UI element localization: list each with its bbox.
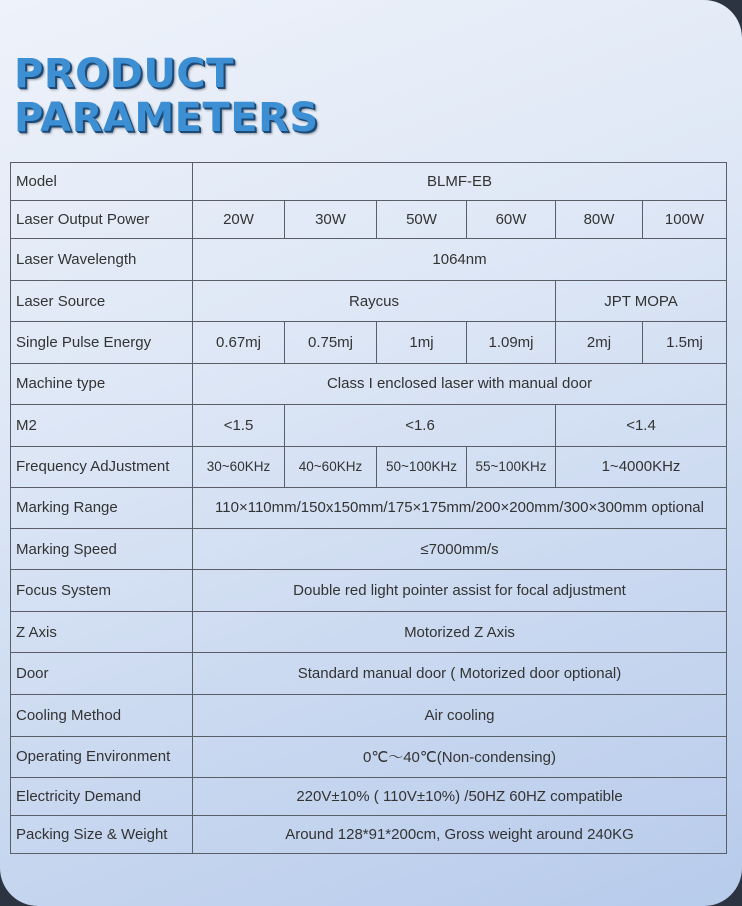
- cell-value: 1~4000KHz: [556, 446, 727, 487]
- row-door: [11, 653, 727, 695]
- cell-value: 0.67mj: [193, 322, 285, 363]
- row-label: Machine type: [11, 363, 193, 404]
- cell-value: 30~60KHz: [193, 446, 285, 487]
- row-label: Electricity Demand: [11, 777, 193, 815]
- cell-value: 1.09mj: [467, 322, 556, 363]
- cell-value: Around 128*91*200cm, Gross weight around 240KG: [193, 815, 727, 853]
- cell-value: 1.5mj: [643, 322, 727, 363]
- cell-value: 2mj: [556, 322, 643, 363]
- title-line-1: PRODUCT: [14, 51, 234, 97]
- row-label: Focus System: [11, 570, 193, 612]
- cell-value: BLMF-EB: [193, 163, 727, 201]
- cell-value: 1mj: [377, 322, 467, 363]
- cell-value: 50W: [377, 201, 467, 239]
- page-title: [14, 52, 319, 140]
- cell-value: Raycus: [193, 281, 556, 322]
- cell-value: 100W: [643, 201, 727, 239]
- cell-value: 30W: [285, 201, 377, 239]
- row-label: Marking Range: [11, 487, 193, 528]
- row-model: [11, 163, 727, 201]
- row-z-axis: [11, 612, 727, 653]
- row-label: Frequency AdJustment: [11, 446, 193, 487]
- row-label: Laser Wavelength: [11, 239, 193, 281]
- cell-value: <1.6: [285, 404, 556, 446]
- row-label: Laser Source: [11, 281, 193, 322]
- cell-value: 40~60KHz: [285, 446, 377, 487]
- row-label: Packing Size & Weight: [11, 815, 193, 853]
- cell-value: Double red light pointer assist for focal adjustment: [193, 570, 727, 612]
- row-wavelength: [11, 239, 727, 281]
- cell-value: Motorized Z Axis: [193, 612, 727, 653]
- cell-value: <1.4: [556, 404, 727, 446]
- spec-table: [10, 162, 727, 854]
- cell-value: 0℃〜40℃(Non-condensing): [193, 736, 727, 777]
- row-label: Single Pulse Energy: [11, 322, 193, 363]
- row-label: Model: [11, 163, 193, 201]
- row-label: Laser Output Power: [11, 201, 193, 239]
- cell-value: 20W: [193, 201, 285, 239]
- row-label: Door: [11, 653, 193, 695]
- cell-value: 60W: [467, 201, 556, 239]
- row-label: Operating Environment: [11, 736, 193, 777]
- cell-value: 110×110mm/150x150mm/175×175mm/200×200mm/300×300mm optional: [193, 487, 727, 528]
- cell-value: ≤7000mm/s: [193, 528, 727, 569]
- row-machine-type: [11, 363, 727, 404]
- row-m2: [11, 404, 727, 446]
- cell-value: 50~100KHz: [377, 446, 467, 487]
- row-environment: [11, 736, 727, 777]
- row-label: Z Axis: [11, 612, 193, 653]
- row-label: M2: [11, 404, 193, 446]
- cell-value: <1.5: [193, 404, 285, 446]
- row-pulse-energy: [11, 322, 727, 363]
- row-frequency: [11, 446, 727, 487]
- cell-value: 0.75mj: [285, 322, 377, 363]
- row-focus-system: [11, 570, 727, 612]
- row-cooling: [11, 695, 727, 736]
- cell-value: 220V±10% ( 110V±10%) /50HZ 60HZ compatible: [193, 777, 727, 815]
- cell-value: JPT MOPA: [556, 281, 727, 322]
- title-line-2: PARAMETERS: [14, 95, 319, 141]
- row-source: [11, 281, 727, 322]
- cell-value: 1064nm: [193, 239, 727, 281]
- cell-value: 80W: [556, 201, 643, 239]
- row-label: Cooling Method: [11, 695, 193, 736]
- row-marking-speed: [11, 528, 727, 569]
- row-marking-range: [11, 487, 727, 528]
- cell-value: Class I enclosed laser with manual door: [193, 363, 727, 404]
- row-label: Marking Speed: [11, 528, 193, 569]
- cell-value: Standard manual door ( Motorized door optional): [193, 653, 727, 695]
- cell-value: Air cooling: [193, 695, 727, 736]
- row-packing: [11, 815, 727, 853]
- row-electricity: [11, 777, 727, 815]
- row-power: [11, 201, 727, 239]
- cell-value: 55~100KHz: [467, 446, 556, 487]
